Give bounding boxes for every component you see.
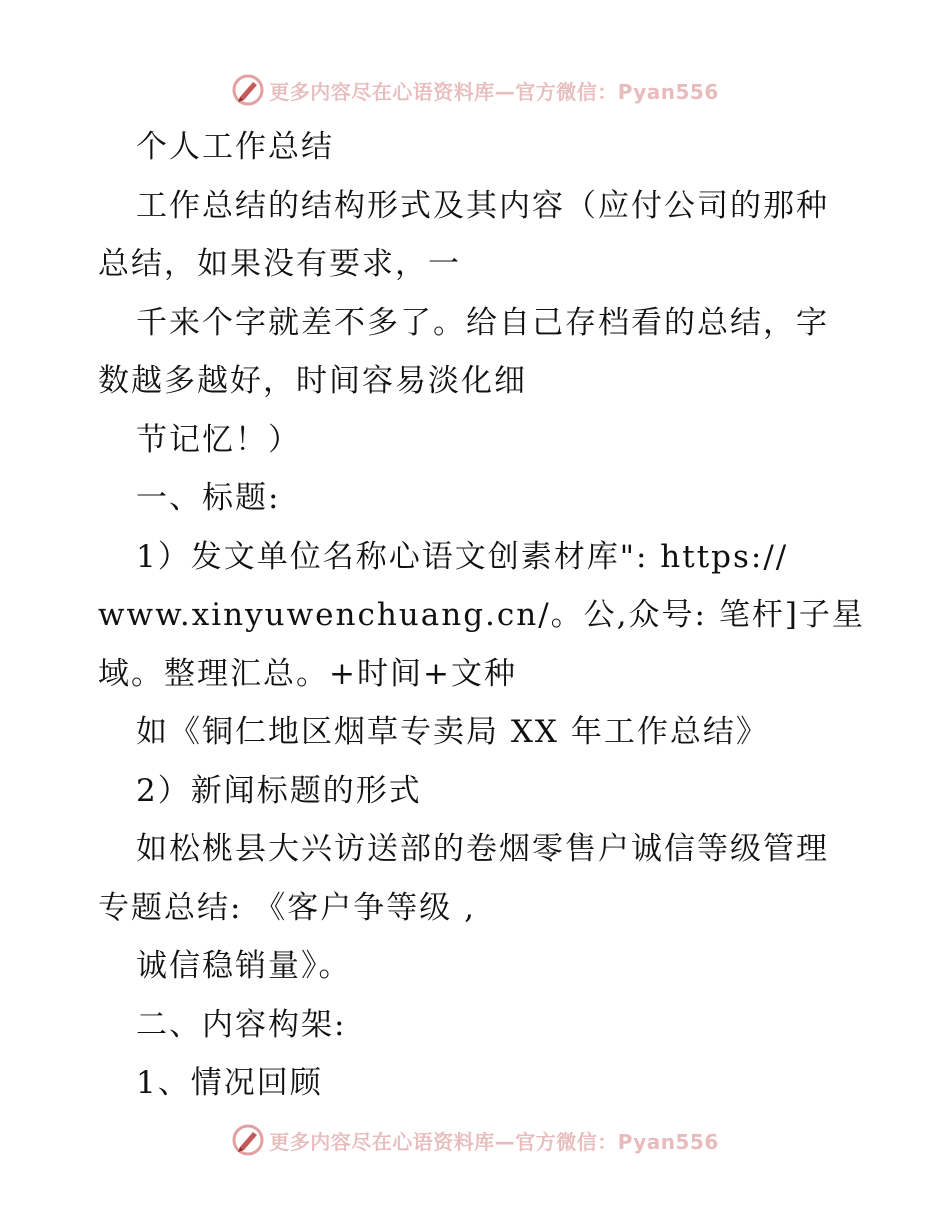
watermark-text: 更多内容尽在心语资料库—官方微信：Pyan556 xyxy=(269,79,719,104)
paragraph-line: 千来个字就差不多了。给自己存档看的总结，字 xyxy=(136,304,829,341)
paragraph-line: 1）发文单位名称心语文创素材库": https:// xyxy=(136,538,789,575)
paragraph-line: 域。整理汇总。+时间+文种 xyxy=(98,655,517,692)
watermark-banner-top xyxy=(0,70,950,110)
section-heading: 二、内容构架: xyxy=(136,1006,347,1043)
paragraph-line: 1、情况回顾 xyxy=(136,1065,323,1101)
paragraph-line: www.xinyuwenchuang.cn/。公,众号: 笔杆]子星 xyxy=(98,597,865,633)
paragraph-line: 数越多越好，时间容易淡化细 xyxy=(98,363,527,399)
pen-logo-icon xyxy=(231,1123,265,1157)
watermark-text: 更多内容尽在心语资料库—官方微信：Pyan556 xyxy=(269,1129,719,1154)
document-body xyxy=(98,118,865,1113)
paragraph-line: 2）新闻标题的形式 xyxy=(136,772,422,809)
watermark-banner-bottom xyxy=(0,1120,950,1160)
paragraph-line: 如《铜仁地区烟草专卖局 XX 年工作总结》 xyxy=(136,714,769,750)
paragraph-line: 工作总结的结构形式及其内容（应付公司的那种 xyxy=(136,187,829,224)
section-heading: 一、标题: xyxy=(136,480,281,516)
paragraph-line: 总结，如果没有要求，一 xyxy=(98,246,461,282)
paragraph-line: 如松桃县大兴访送部的卷烟零售户诚信等级管理 xyxy=(136,831,829,867)
paragraph-line: 专题总结: 《客户争等级 , xyxy=(98,889,477,926)
paragraph-line: 诚信稳销量》。 xyxy=(136,948,352,984)
paragraph-line: 节记忆！） xyxy=(136,421,301,458)
pen-logo-icon xyxy=(231,73,265,107)
doc-title: 个人工作总结 xyxy=(136,129,334,165)
